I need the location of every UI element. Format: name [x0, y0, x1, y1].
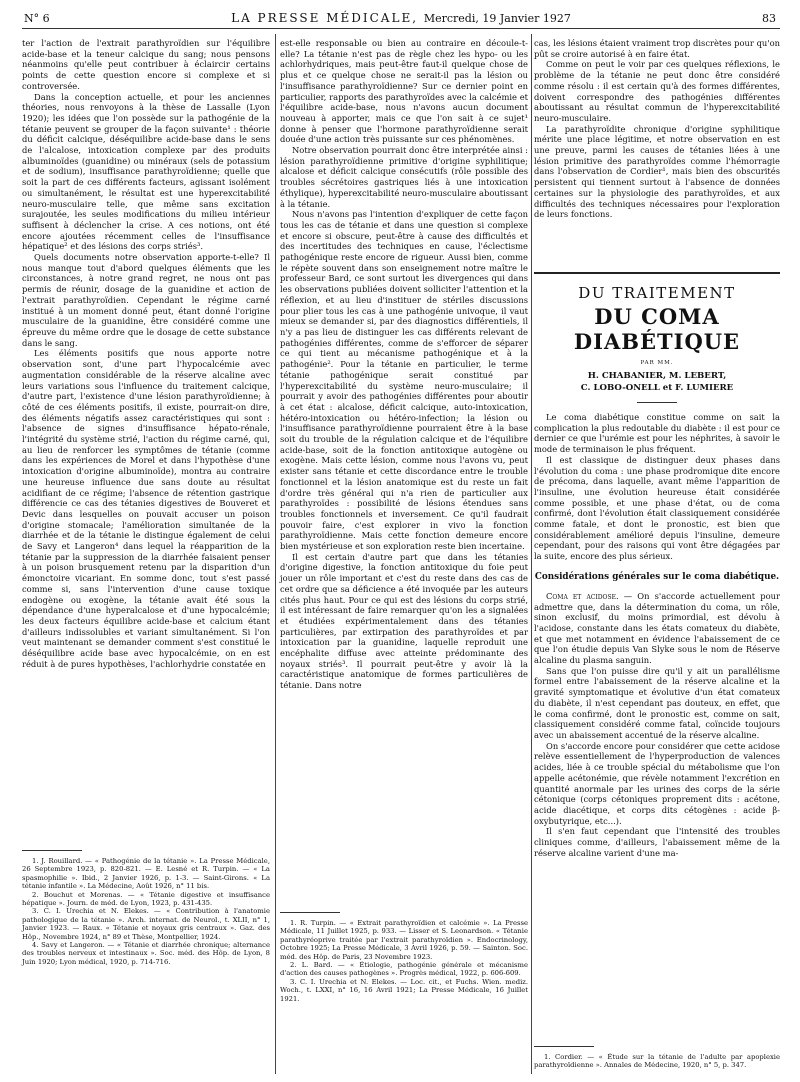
article-title-line2: DU COMA DIABÉTIQUE	[573, 304, 741, 354]
paragraph: Quels documents notre observation apporte-t-elle? Il nous manque tout d'abord quelques éléments que les circonstances, à notre grand regret, ne nous ont pas permis de réunir, dosage de la guanidine et action de l'extrait parathyroïdien. Cependant le régime carné institué à un moment donné peut, étant donné l'origine musculaire de la guanidine, être considéré comme une épreuve du même ordre que le dosage de cette substance dans le sang.	[22, 252, 270, 348]
footnote: 1. Cordier. — « Étude sur la tétanie de l'adulte par apoplexie parathyroïdienne ». Annales de Médecine, 1920, n° 5, p. 347.	[534, 1053, 780, 1070]
footnote: 3. C. I. Urechia et N. Elekes. — « Contribution à l'anatomie pathologique de la tétanie ». Arch. internat. de Neurol., t. XLII, n° 1, Janvier 1923. — Raux. « Tétanie et noyaux gris centraux ». Gaz. des Hôp., Novembre 1924, n° 89 et Thèse, Montpellier, 1924.	[22, 907, 270, 941]
column-1	[22, 38, 270, 669]
article-heading	[534, 272, 780, 403]
footnote-rule	[280, 912, 340, 913]
section-heading: Considérations générales sur le coma diabétique.	[534, 571, 780, 582]
authors	[534, 370, 780, 394]
run-in-heading: Coma et acidose.	[546, 590, 619, 601]
footnote: 4. Savy et Langeron. — « Tétanie et diarrhée chronique; alternance des troubles nerveux et intestinaux ». Soc. méd. des Hôp. de Lyon, 8 Juin 1920; Lyon médical, 1920, p. 714-716.	[22, 941, 270, 966]
journal-title	[22, 11, 780, 25]
paragraph	[534, 591, 780, 666]
journal-name: LA PRESSE MÉDICALE,	[231, 11, 419, 25]
authors-line1: H. CHABANIER, M. LEBERT,	[587, 371, 727, 381]
issue-number: N° 6	[24, 12, 50, 25]
paragraph: Dans la conception actuelle, et pour les anciennes théories, nous renvoyons à la thèse de Lassalle (Lyon 1920); les idées que l'on possède sur la pathogénie de la tétanie peuvent se grouper de la façon suivante¹ : théorie du déficit calcique, déséquilibre acide-base dans le sens de l'alcalose, intoxication complexe par des produits albuminoïdes (guanidine) ou minéraux (sels de potassium et de sodium), insuffisance parathyroïdienne; quelle que soit la part de ces différents facteurs, agissant isolément ou simultanément, le résultat est une hyperexcitabilité neuro-musculaire telle, que même sans excitation surajoutée, les seules modifications du milieu intérieur suffisent à déclencher la crise. A ces notions, ont été encore ajoutées récemment celles de l'insuffisance hépatique² et des lésions des corps striés³.	[22, 91, 270, 252]
column-2	[280, 38, 528, 691]
paragraph: est-elle responsable ou bien au contraire en découle-t-elle? La tétanie n'est pas de règle chez les hypo- ou les achlorhydriques, mais peut-être faut-il quelque chose de plus et ce quelque chose ne serait-il pas la lésion ou l'insuffisance parathyroïdienne? Sur ce dernier point en particulier, rapports des parathyroïdes avec la calcémie et l'équilibre acide-base, nous n'avons aucun document nouveau à apporter, mais ce que l'on sait à ce sujet¹ donne à penser que l'hormone parathyroïdienne serait douée d'une action très puissante sur ces phénomènes.	[280, 38, 528, 145]
footnote: 2. L. Bard. — « Étiologie, pathogénie générale et mécanisme d'action des causes pathogènes ». Progrès médical, 1922, p. 606-609.	[280, 961, 528, 978]
paragraph: Sans que l'on puisse dire qu'il y ait un parallélisme formel entre l'abaissement de la réserve alcaline et la gravité symptomatique et évolutive d'un état comateux du diabète, il n'est cependant pas douteux, en effet, que le coma confirmé, dont le pronostic est, comme on sait, classiquement considéré comme fatal, coïncide toujours avec un abaissement accentué de la réserve alcaline.	[534, 665, 780, 740]
heading-rule	[637, 402, 677, 403]
paragraph: Comme on peut le voir par ces quelques réflexions, le problème de la tétanie ne peut donc être considéré comme résolu : il est certain qu'à des formes différentes, doivent correspondre des pathogénies différentes aboutissant au résultat commun de l'hyperexcitabilité neuro-musculaire.	[534, 59, 780, 123]
column-3	[534, 38, 780, 220]
byline-prefix: PAR MM.	[640, 360, 674, 366]
column-rule-1	[275, 34, 276, 1074]
footnote: 1. R. Turpin. — « Extrait parathyroïdien et calcémie ». La Presse Médicale, 11 Juillet 1925, p. 933. — Lisser et S. Leonardson. « Tétanie parathyréoprive traitée par l'extrait parathyroïdien ». Endocrinology, Octobre 1925; La Presse Médicale, 3 Avril 1926, p. 59. — Sainton. Soc. méd. des Hôp. de Paris, 23 Novembre 1923.	[280, 919, 528, 961]
page-header	[22, 10, 780, 29]
paragraph: Il s'en faut cependant que l'intensité des troubles cliniques comme, d'ailleurs, l'abaissement même de la réserve alcaline varient d'une ma-	[534, 826, 780, 858]
paragraph: Le coma diabétique constitue comme on sait la complication la plus redoutable du diabète : il est pour ce dernier ce que l'urémie est pour les néphrites, à savoir le mode de terminaison le plus fréquent.	[534, 412, 780, 455]
footnote: 1. J. Rouillard. — « Pathogénie de la tétanie ». La Presse Médicale, 26 Septembre 1923, p. 820-821. — E. Lesné et R. Turpin. — « La spasmophilie ». Ibid., 2 Janvier 1926, p. 1-3. — Saint-Girons. « La tétanie infantile ». La Médecine, Août 1926, n° 11 bis.	[22, 857, 270, 891]
paragraph: Il est classique de distinguer deux phases dans l'évolution du coma : une phase prodromique dite encore de précoma, dans laquelle, avant même l'apparition de l'insuline, une évolution heureuse était considérée comme possible, et une phase d'état, ou de coma confirmé, dont l'évolution était classiquement considérée comme fatale, et dont le pronostic, est bien que considérablement amélioré depuis l'insuline, demeure cependant, pour des raisons qui vont être dégagées par la suite, encore des plus sérieux.	[534, 454, 780, 562]
paragraph: ter l'action de l'extrait parathyroïdien sur l'équilibre acide-base et la teneur calcique du sang; nous pensons néanmoins qu'elle peut contribuer à éclaircir certains points de cette question encore si complexe et si controversée.	[22, 38, 270, 91]
paragraph: Nous n'avons pas l'intention d'expliquer de cette façon tous les cas de tétanie et dans une question si complexe et encore si obscure, peut-être à cause des difficultés et des incertitudes des techniques en cause, l'éclectisme pathogénique reste encore de rigueur. Aussi bien, comme le répète souvent dans son enseignement notre maître le professeur Bard, ce sont surtout les divergences qui dans les observations publiées doivent solliciter l'attention et la réflexion, et au lieu d'instituer de stériles discussions pour plier tous les cas à une pathogénie univoque, il vaut mieux se demander si, par des diagnostics différentiels, il n'y a pas lieu de distinguer les cas différents relevant de pathogénies différentes, comme de s'efforcer de séparer ce qui tient au mécanisme pathogénique et à la pathogénie². Pour la tétanie en particulier, le terme tétanie pathogénique serait constitué par l'hyperexcitabilité du système neuro-musculaire; il pourrait y avoir des pathogénies différentes pour aboutir à cet état : alcalose, déficit calcique, auto-intoxication, hétéro-intoxication ou hétéro-infection; la lésion ou l'insuffisance parathyroïdienne pourraient être à la base soit du trouble de la régulation calcique et de l'équilibre acide-base, soit de la fonction antitoxique autogène ou exogène. Mais cette lésion, comme nous l'avons vu, peut exister sans tétanie et cette discordance entre le trouble fonctionnel et la lésion anatomique est du reste un fait d'ordre très général qui n'a rien de particulier aux parathyroïdes : possibilité de lésions étendues sans troubles fonctionnels et inversement. Ce qu'il faudrait pouvoir faire, c'est explorer in vivo la fonction parathyroïdienne. Mais cette fonction demeure encore bien mystérieuse et son exploration reste bien incertaine.	[280, 209, 528, 552]
column-rule-2	[531, 34, 532, 1074]
paragraph: cas, les lésions étaient vraiment trop discrètes pour qu'on pût se croire autorisé à en faire état.	[534, 38, 780, 59]
page-number: 83	[762, 12, 776, 25]
authors-line2: C. LOBO-ONELL et F. LUMIERE	[580, 383, 734, 393]
article-body	[534, 412, 780, 858]
paragraph: Notre observation pourrait donc être interprétée ainsi : lésion parathyroïdienne primitive d'origine syphilitique; alcalose et déficit calcique consécutifs (rôle possible des troubles sécrétoires gastriques liés à une intoxication éthylique), hyperexcitabilité neuro-musculaire aboutissant à la tétanie.	[280, 145, 528, 209]
journal-page	[22, 10, 780, 1074]
paragraph: Il est certain d'autre part que dans les tétanies d'origine digestive, la fonction antitoxique du foie peut jouer un rôle important et c'est du reste dans des cas de cet ordre que sa déficience a été invoquée par les auteurs cités plus haut. Pour ce qui est des lésions du corps strié, il est intéressant de faire remarquer qu'on les a signalées et étudiées expérimentalement dans des tétanies particulières, par extirpation des parathyroïdes et par intoxication par la guanidine, laquelle reproduit une encéphalite diffuse avec atteinte prédominante des noyaux striés³. Il pourrait peut-être y avoir là la caractéristique anatomique de formes particulières de tétanie. Dans notre	[280, 551, 528, 691]
paragraph: On s'accorde encore pour considérer que cette acidose relève essentiellement de l'hyperproduction de valences acides, liée à ce trouble spécial du métabolisme que l'on appelle acétonémie, que révèle notamment l'excrétion en quantité anormale par les urines des corps de la série cétonique (corps cétoniques proprement dits : acétone, acide diacétique, et corps dits cétogènes : acide β-oxybutyrique, etc...).	[534, 740, 780, 826]
paragraph: La parathyroïdite chronique d'origine syphilitique mérite une place légitime, et notre observation en est une preuve, parmi les causes de tétanies liées à une lésion primitive des parathyroïdes comme l'hémorragie dans l'observation de Cordier¹, mais bien des obscurités persistent qui tiennent surtout à l'absence de données certaines sur la physiologie des parathyroïdes, et aux difficultés des techniques nécessaires pour l'exploration de leurs fonctions.	[534, 123, 780, 220]
paragraph-text: — On s'accorde actuellement pour admettre que, dans la détermination du coma, un rôle, sinon exclusif, du moins primordial, est dévolu à l'acidose, constante dans les états comateux du diabète, et que met notamment en évidence l'abaissement de ce que l'on étudie depuis Van Slyke sous le nom de Réserve alcaline du plasma sanguin.	[534, 590, 780, 666]
issue-date: Mercredi, 19 Janvier 1927	[423, 12, 571, 25]
footnotes-column-3	[534, 1046, 780, 1070]
paragraph: Les éléments positifs que nous apporte notre observation sont, d'une part l'hypocalcémie avec augmentation considérable de la réserve alcaline avec leurs variations sous l'influence du traitement calcique, d'autre part, l'existence d'une lésion parathyroïdienne; à côté de ces éléments positifs, il existe, pourrait-on dire, des éléments négatifs assez caractéristiques qui sont : l'absence de signes d'insuffisance hépato-rénale, l'intégrité du système strié, l'action du régime carné, qui, au lieu de renforcer les symptômes de tétanie (comme dans les expériences de Morel et dans l'hypothèse d'une intoxication d'origine albuminoïde), montra au contraire une heureuse influence due sans doute au résultat acidifiant de ce régime; l'absence de rétention gastrique différencie ce cas des tétanies digestives de Bouveret et Devic dans lesquelles on pouvait accuser un poison d'origine stomacale; l'amélioration simultanée de la diarrhée et de la tétanie le distingue également de celui de Savy et Langeron⁴ dans lequel la réapparition de la tétanie par la suppression de la diarrhée faisaient penser à un poison brusquement retenu par la disparition d'un émonctoire vicariant. En somme donc, tout s'est passé comme si, sans l'intervention d'une cause toxique endogène ou exogène, la tétanie avait été sous la dépendance d'une hyperalcalose et d'une hypocalcémie; les deux facteurs équilibre acide-base et calcium étant d'ailleurs indissolubles et variant simultanément. Si l'on veut maintenant se demander comment s'est constitué le déséquilibre acide base avec hypocalcémie, on en est réduit à de pures hypothèses, l'achlorhydrie constatée en	[22, 348, 270, 669]
article-title-line1: DU TRAITEMENT	[578, 284, 736, 302]
footnote-rule	[22, 850, 82, 851]
footnote: 2. Bouchut et Morenas. — « Tétanie digestive et insuffisance hépatique ». Journ. de méd. de Lyon, 1923, p. 431-435.	[22, 890, 270, 908]
footnote: 3. C. I. Urechia et N. Elekes. — Loc. cit., et Fuchs. Wien. mediz. Woch., t. LXXI, n° 16, 16 Avril 1921; La Presse Médicale, 16 Juillet 1921.	[280, 977, 528, 1003]
footnotes-column-2	[280, 912, 528, 1003]
footnotes-column-1	[22, 850, 270, 966]
footnote-rule	[534, 1046, 594, 1047]
